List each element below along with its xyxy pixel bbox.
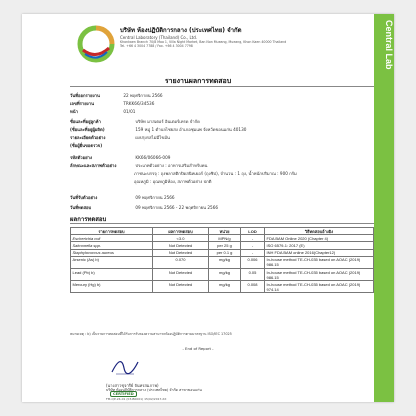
sample-code-field: รหัสตัวอย่าง KK66/06066-009 — [70, 155, 171, 160]
company-header — [120, 25, 370, 48]
date-tested-field: วันที่ทดสอบ 09 พฤศจิกายน 2566 - 22 พฤศจิกายน 2566 — [70, 205, 219, 210]
table-row: Salmonella spp. Not Detected per 25 g - ISO 6579-1: 2017 (E) — [71, 242, 374, 249]
issue-date-field: วันที่ออกรายงาน 22 พฤศจิกายน 2566 — [70, 93, 163, 98]
title-divider — [70, 86, 374, 87]
side-label: Central Lab — [384, 20, 394, 70]
certified-stamp: CERTIFIED — [110, 391, 137, 397]
col-method: วิธีทดสอบอ้างอิง — [265, 228, 374, 235]
table-note: หมายเหตุ : b) เป็นรายการทดสอบที่ได้รับการรับรองความสามารถห้องปฏิบัติการตามมาตรฐาน ISO/IEC 17025 — [70, 332, 232, 336]
signer-name: (นางสาวชุจารีย์ จันทรสมภาพ) — [106, 383, 159, 388]
report-sheet — [22, 14, 394, 402]
product-sub-field: (ชื่อผู้ยื่นขอตรวจ) — [70, 143, 103, 148]
table-row: Mercury (Hg) b) Not Detected mg/kg 0.008 In-house method TE-CH-035 based on AOAC (2019) 974.14 — [71, 281, 374, 293]
col-test: รายการทดสอบ — [71, 228, 153, 235]
report-title: รายงานผลการทดสอบ — [164, 77, 232, 85]
company-address: Khonkaen Branch 70/8 Moo 1, Villa Night Market, Ban Non Mueang, Mueang, Khon Kaen 40000 Thailand — [120, 40, 287, 44]
signer-company: บริษัท ห้องปฏิบัติการกลาง (ประเทศไทย) จำกัด สาขาขอนแก่น — [106, 388, 202, 392]
table-header-row — [71, 228, 374, 235]
company-phone: Tel. +66 4 3004 7788 / Fax. +66 4 3004 7798 — [120, 44, 193, 48]
col-unit: หน่วย — [209, 228, 241, 235]
company-logo-icon — [75, 24, 117, 64]
table-row: Arsenic (As) b) 0.070 mg/kg 0.006 In-house method TE-CH-035 based on AOAC (2019) 986.15 — [71, 256, 374, 268]
company-name-en: Central Laboratory (Thailand) Co., Ltd. — [120, 35, 198, 40]
signature-icon — [110, 354, 140, 378]
customer-address-field: (ชื่อและที่อยู่ผู้ผลิต) 159 หมู่ 1 ตำบลไชยสง อำเภอชุมแพ จังหวัดขอนแก่น 40130 — [70, 127, 247, 132]
customer-field: ชื่อและที่อยู่ลูกค้า บริษัท มาสเตอร์ อินเตอร์เทรด จำกัด — [70, 119, 200, 124]
company-name-th: บริษัท ห้องปฏิบัติการกลาง (ประเทศไทย) จำกัด — [120, 27, 242, 34]
table-row: Escherichia coli <3.0 MPN/g - FDA BAM Online 2020 (Chapter 4) — [71, 235, 374, 242]
col-result: ผลการทดสอบ — [153, 228, 209, 235]
sample-type-field: ลักษณะและสภาพตัวอย่าง ประเภทตัวอย่าง : อาหารเสริมสำหรับคน — [70, 163, 208, 168]
results-title: ผลการทดสอบ — [70, 216, 107, 223]
date-received-field: วันที่รับตัวอย่าง 09 พฤศจิกายน 2566 — [70, 195, 175, 200]
condition-field: อุณหภูมิ : อุณหภูมิห้อง, สภาพตัวอย่าง ปกติ — [134, 179, 212, 184]
form-code: FM-QP-24-01 (03-B0001) 15/02/2017-XX — [106, 397, 167, 401]
table-row: Staphylococcus aureus Not Detected per 0.1 g - INH FDA BAM online 2016(Chapter12) — [71, 249, 374, 256]
report-number-field: เลขที่รายงาน TRKK66/34536 — [70, 101, 155, 106]
table-row: Lead (Pb) b) Not Detected mg/kg 0.05 In-house method TE-CH-035 based on AOAC (2019) 986.15 — [71, 268, 374, 280]
col-lod: LOD — [241, 228, 265, 235]
results-divider — [70, 223, 374, 224]
product-field: รายละเอียดตัวอย่าง ผงปรุงรสไม่มีไขมัน — [70, 135, 170, 140]
page-field: หน้า 01/01 — [70, 109, 136, 114]
end-of-report: - End of Report - — [182, 346, 214, 351]
results-table — [70, 227, 374, 293]
packaging-field: ภาชนะบรรจุ : ถุงพลาสติกปิดสนิทเยอร์ (ถุงซิป), จำนวน : 1 ถุง, น้ำหนักปริมาณ : 900 กรัม — [134, 171, 297, 176]
